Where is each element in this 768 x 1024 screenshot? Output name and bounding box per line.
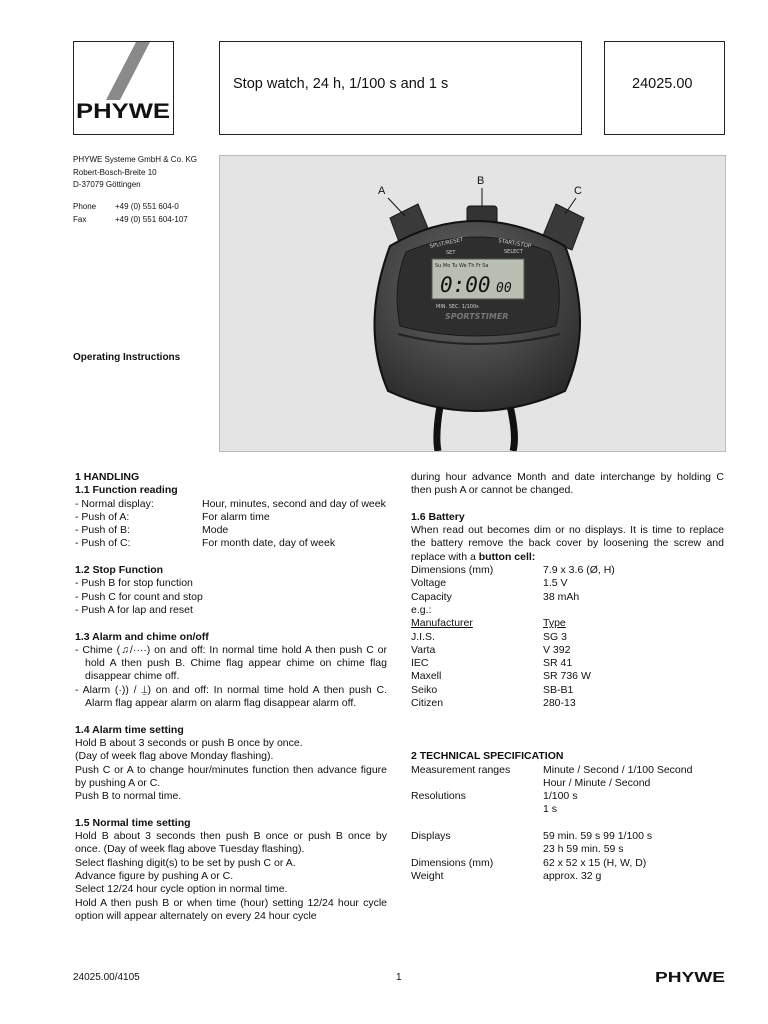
- svg-text:SELECT: SELECT: [504, 249, 523, 255]
- right-column: [411, 471, 724, 883]
- spec-row: Hour / Minute / Second: [543, 776, 651, 789]
- company-name: PHYWE Systeme GmbH & Co. KG: [73, 155, 198, 164]
- company-street: Robert-Bosch-Breite 10: [73, 167, 157, 177]
- battery-row: Capacity 38 mAh: [411, 590, 580, 603]
- alarm-text: - Alarm (·)) / ⍊) on and off: In normal time hold A then push C. Alarm flag appear alarm on alarm flag disappear alarm off.: [75, 683, 387, 710]
- list-item: - Push C for count and stop: [75, 590, 203, 603]
- function-row: - Push of C: For month date, day of week: [75, 537, 336, 550]
- svg-text:Su Mo Tu We Th Fr Sa: Su Mo Tu We Th Fr Sa: [435, 263, 489, 269]
- eg-label: e.g.:: [411, 603, 432, 616]
- document-title: Stop watch, 24 h, 1/100 s and 1 s: [233, 76, 449, 92]
- paragraph: Push C or A to change hour/minutes function then advance figure by pushing A or C.: [75, 763, 387, 789]
- spec-row: 1 s: [543, 803, 558, 816]
- paragraph: during hour advance Month and date interchange by holding C then push A or cannot be changed.: [411, 471, 724, 497]
- spec-row: Weight approx. 32 g: [411, 869, 602, 882]
- document-number: 24025.00: [632, 76, 693, 92]
- section-2-heading: 2 TECHNICAL SPECIFICATION: [411, 750, 564, 763]
- company-city: D-37079 Göttingen: [73, 180, 141, 189]
- left-column: [75, 471, 387, 923]
- phone-number: +49 (0) 551 604-0: [115, 202, 179, 211]
- function-row: - Normal display: Hour, minutes, second and day of week: [75, 497, 386, 510]
- paragraph: Select flashing digit(s) to be set by push C or A.: [75, 856, 296, 869]
- chime-text: - Chime (♫/····) on and off: In normal time hold A then push C or hold A then push B. Chime flag appear chime on chime flag disappear chime off.: [75, 643, 387, 683]
- battery-paragraph: When read out becomes dim or no displays. It is time to replace the battery remove the back cover by loosening the screw and replace with a button cell:: [411, 524, 724, 563]
- maker-row: Seiko SB-B1: [411, 683, 574, 696]
- company-address: [73, 154, 197, 192]
- footer-logo-mark: [655, 968, 725, 984]
- section-1-3-heading: 1.3 Alarm and chime on/off: [75, 630, 209, 643]
- function-row: - Push of B: Mode: [75, 524, 229, 537]
- section-1-heading: 1 HANDLING: [75, 471, 140, 483]
- svg-text:PHYWE: PHYWE: [76, 100, 170, 123]
- operating-instructions-label: Operating Instructions: [73, 352, 181, 363]
- page-number: 1: [396, 972, 402, 983]
- battery-row: Voltage 1.5 V: [411, 577, 568, 590]
- spec-row: Measurement ranges Minute / Second / 1/100 Second: [411, 763, 693, 776]
- fax-label: Fax: [73, 214, 87, 224]
- company-contacts: [73, 201, 188, 226]
- paragraph: Select 12/24 hour cycle option in normal time.: [75, 883, 288, 896]
- fax-number: +49 (0) 551 604-107: [115, 214, 188, 224]
- phywe-logo-mark: [74, 42, 173, 134]
- paragraph: Hold B about 3 seconds then push B once or push B once by once. (Day of week flag above Tuesday flashing).: [75, 830, 387, 856]
- spec-row: Resolutions 1/100 s: [411, 790, 578, 803]
- paragraph: Advance figure by pushing A or C.: [75, 869, 234, 882]
- battery-row: Dimensions (mm) 7.9 x 3.6 (Ø, H): [411, 564, 615, 577]
- maker-row: Maxell SR 736 W: [411, 670, 591, 683]
- phywe-logo: [73, 41, 174, 135]
- svg-text:0:00: 0:00: [440, 273, 491, 297]
- maker-row: J.I.S. SG 3: [411, 630, 567, 643]
- maker-row: Citizen 280-13: [411, 697, 576, 710]
- svg-text:PHYWE: PHYWE: [655, 969, 725, 984]
- svg-text:B: B: [477, 175, 485, 187]
- svg-text:SPLIT/RESET: SPLIT/RESET: [429, 236, 465, 250]
- section-1-4-heading: 1.4 Alarm time setting: [75, 723, 184, 736]
- phone-label: Phone: [73, 202, 97, 211]
- maker-row: Varta V 392: [411, 643, 571, 656]
- function-row: - Push of A: For alarm time: [75, 510, 270, 523]
- stopwatch-illustration: [220, 156, 725, 451]
- maker-row: IEC SR 41: [411, 657, 573, 670]
- list-item: - Push B for stop function: [75, 577, 193, 590]
- paragraph: Hold A then push B or when time (hour) setting 12/24 hour cycle option will appear alternately on every 24 hour cycle: [75, 896, 387, 922]
- paragraph: Push B to normal time.: [75, 790, 182, 803]
- stopwatch-photo: [219, 155, 726, 452]
- maker-header-row: Manufacturer Type: [411, 617, 566, 630]
- svg-text:SPORTSTIMER: SPORTSTIMER: [445, 312, 509, 321]
- footer-code: 24025.00/4105: [73, 972, 140, 983]
- svg-text:A: A: [378, 185, 386, 197]
- svg-text:00: 00: [496, 281, 512, 296]
- svg-text:MIN. SEC. 1/100s: MIN. SEC. 1/100s: [436, 304, 479, 310]
- spec-row: Dimensions (mm) 62 x 52 x 15 (H, W, D): [411, 856, 647, 869]
- footer-logo: [655, 968, 725, 984]
- svg-text:SET: SET: [446, 250, 456, 256]
- spec-row: 23 h 59 min. 59 s: [543, 843, 624, 856]
- spec-row: Displays 59 min. 59 s 99 1/100 s: [411, 830, 653, 843]
- svg-text:START/STOP: START/STOP: [497, 238, 532, 250]
- paragraph: (Day of week flag above Monday flashing).: [75, 750, 274, 763]
- section-1-6-heading: 1.6 Battery: [411, 510, 465, 523]
- paragraph: Hold B about 3 seconds or push B once by once.: [75, 736, 303, 749]
- section-1-2-heading: 1.2 Stop Function: [75, 564, 164, 577]
- section-1-1-heading: 1.1 Function reading: [75, 484, 178, 497]
- svg-text:C: C: [574, 185, 582, 197]
- list-item: - Push A for lap and reset: [75, 603, 193, 616]
- section-1-5-heading: 1.5 Normal time setting: [75, 816, 191, 829]
